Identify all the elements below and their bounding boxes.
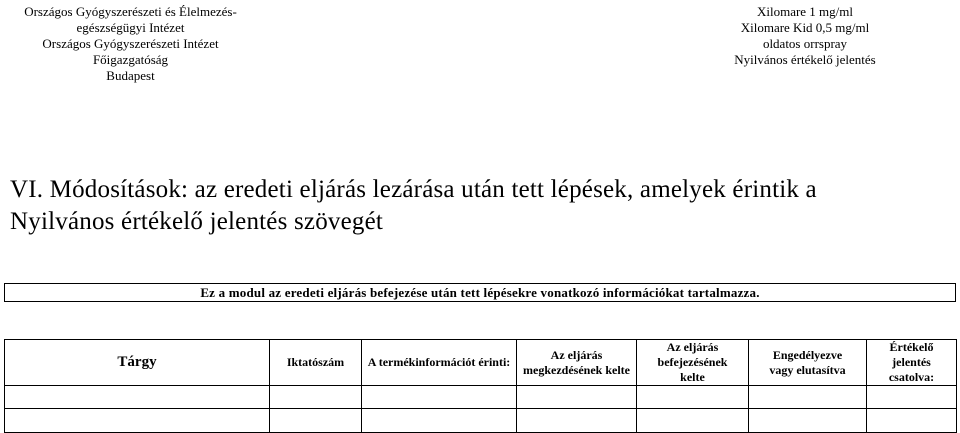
section-title-line-2: Nyilvános értékelő jelentés szövegét [10, 208, 384, 235]
table-cell [867, 386, 957, 409]
authority-line-3: Országos Gyógyszerészeti Intézet [42, 36, 219, 51]
table-cell [5, 386, 270, 409]
col-header-befejezes-line-3: kelte [680, 370, 705, 384]
product-line-1: Xilomare 1 mg/ml [756, 4, 854, 19]
product-line-2: Xilomare Kid 0,5 mg/ml [740, 20, 870, 35]
col-header-ertekelo-line-1: Értékelő [889, 340, 934, 354]
authority-line-4: Főigazgatóság [92, 52, 169, 67]
table-cell [517, 409, 637, 433]
table-cell [637, 386, 749, 409]
module-notice: Ez a modul az eredeti eljárás befejezése után tett lépésekre vonatkozó információkat tartalmazza. [4, 283, 956, 302]
table-cell [5, 409, 270, 433]
modifications-table [4, 339, 957, 433]
table-cell [270, 409, 362, 433]
product-line-3: oldatos orrspray [762, 36, 848, 51]
authority-line-2: egészségügyi Intézet [76, 20, 185, 35]
col-header-ertekelo-line-2: jelentés [892, 355, 931, 369]
col-header-engedely [749, 340, 867, 386]
table-header-row [5, 340, 957, 386]
authority-line-1: Országos Gyógyszerészeti és Élelmezés- [24, 4, 237, 19]
authority-header [8, 4, 253, 84]
col-header-befejezes-line-2: befejezésének [657, 355, 728, 369]
table-cell [749, 409, 867, 433]
col-header-engedely-line-1: Engedélyezve [772, 347, 843, 362]
table-row [5, 386, 957, 409]
table-cell [867, 409, 957, 433]
table-row [5, 409, 957, 433]
col-header-ertekelo [867, 340, 957, 386]
col-header-engedely-line-2: vagy elutasítva [769, 362, 846, 377]
section-title [10, 174, 955, 238]
table-cell [749, 386, 867, 409]
col-header-targy: Tárgy [5, 340, 270, 386]
table-cell [637, 409, 749, 433]
table-cell [270, 386, 362, 409]
col-header-befejezes-line-1: Az eljárás [666, 340, 719, 354]
table-cell [362, 386, 517, 409]
col-header-termekinfo: A termékinformációt érinti: [362, 340, 517, 386]
table-cell [362, 409, 517, 433]
authority-line-5: Budapest [106, 68, 155, 83]
section-title-line-1: VI. Módosítások: az eredeti eljárás lezárása után tett lépések, amelyek érintik a [10, 176, 817, 203]
col-header-megkezdes-line-2: megkezdésének kelte [523, 362, 630, 377]
table-cell [517, 386, 637, 409]
product-line-4: Nyilvános értékelő jelentés [734, 52, 876, 67]
col-header-iktatoszam: Iktatószám [270, 340, 362, 386]
col-header-megkezdes-line-1: Az eljárás [550, 347, 603, 362]
col-header-ertekelo-line-3: csatolva: [888, 370, 935, 384]
product-header [700, 4, 910, 68]
col-header-megkezdes [517, 340, 637, 386]
col-header-befejezes [637, 340, 749, 386]
